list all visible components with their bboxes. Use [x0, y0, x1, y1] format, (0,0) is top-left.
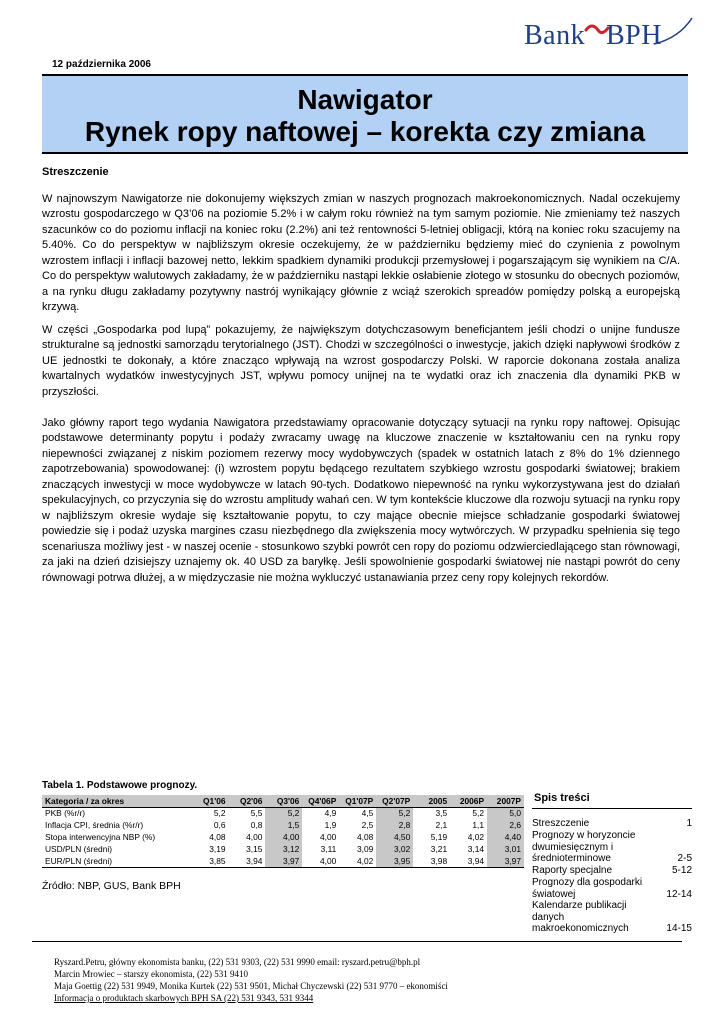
- logo-bank-text: Bank: [524, 20, 586, 51]
- col-header: Q2'06: [229, 795, 266, 807]
- table-cell: 3,5: [435, 808, 448, 819]
- toc-item[interactable]: [532, 900, 692, 935]
- footer-line: Ryszard.Petru, główny ekonomista banku, (22) 531 9303, (22) 531 9990 email: ryszard.petru@bph.pl: [54, 957, 421, 967]
- table-cell: 2,8: [376, 819, 413, 831]
- report-subtitle: Rynek ropy naftowej – korekta czy zmiana: [84, 116, 646, 147]
- forecast-table-row: [42, 855, 524, 867]
- table-cell: 4,9: [324, 808, 337, 819]
- table-cell: 3,02: [376, 843, 413, 855]
- table-cell: 4,00: [302, 855, 339, 867]
- footer-divider: [32, 941, 682, 942]
- table-cell: 5,2: [472, 808, 485, 819]
- forecast-table-row: [42, 831, 524, 843]
- summary-paragraph-3: Jako główny raport tego wydania Nawigatora przedstawiamy opracowanie dotyczący sytuacji na rynku ropy naftowej. Opisując podstawowe determinanty popytu i podaży zwracamy uwagę na kluczowe znaczenie w kształtowaniu cen na rynku ropy niepewności związanej z niskim poziomem rezerwy mocy wydobywczych (spadek w ostatnich latach z 8% do 1% dziennego zapotrzebowania) spowodowanej: (i) wzrostem popytu będącego rezultatem szybkiego wzrostu gospodarki światowej; brakiem znaczących inwestycji w moce wydobywcze w latach 90-tych. Dodatkowo niepewność na rynku wykorzystywana jest do działań spekulacyjnych, co przyczynia się do wzrostu amplitudy wahań cen. W tym kontekście kluczowe dla rozwoju sytuacji na rynku ropy w najbliższym okresie wydaje się kształtowanie popytu, to czy mające obecnie miejsce schładzanie gospodarki światowej powiedzie się i podaż uzyska margines czasu niezbędnego dla zwiększenia mocy wytwórczych. W przypadku spełnienia się tego scenariusza możliwy jest - w naszej ocenie - stosunkowo szybki powrót cen ropy do poziomu odzwierciedlającego stan równowagi, za jaki na dzień dzisiejszy uznajemy ok. 40 USD za baryłkę. Jeśli spowolnienie gospodarki światowej nie nastąpi powrót do ceny równowagi potrwa dłużej, a w międzyczasie nie można wykluczyć ustanawiania przez ceny ropy kolejnych rekordów.: [42, 417, 680, 584]
- forecast-table-row: [42, 819, 524, 831]
- table-cell: 3,09: [356, 844, 374, 854]
- title-banner: [42, 74, 688, 154]
- table-cell: 3,01: [487, 843, 524, 855]
- col-header: 2007P: [487, 795, 524, 807]
- table-cell: 4,00: [265, 831, 302, 843]
- table-cell: 3,97: [487, 855, 524, 867]
- toc-item-page: 1: [686, 818, 692, 829]
- toc-item-page: 5-12: [671, 865, 692, 876]
- table-cell: 4,5: [361, 808, 374, 819]
- toc-item[interactable]: [532, 877, 692, 900]
- table-cell: 1,5: [265, 819, 302, 831]
- toc-item-page: 14-15: [666, 923, 692, 934]
- forecast-table-header-label: Kategoria / za okres: [42, 795, 192, 807]
- summary-heading: Streszczenie: [42, 166, 109, 178]
- table-cell: 0,8: [250, 820, 263, 830]
- col-header: Q1'06: [192, 795, 229, 807]
- row-label: EUR/PLN (średni): [42, 855, 192, 867]
- table-cell: 3,98: [413, 855, 450, 867]
- col-header: Q3'06: [265, 795, 302, 807]
- row-label: USD/PLN (średni): [45, 844, 113, 854]
- toc-divider: [532, 808, 692, 809]
- summary-paragraph-1: W najnowszym Nawigatorze nie dokonujemy większych zmian w naszych prognozach makroekonomicznych. Nadal oczekujemy wzrostu gospodarczego w Q3’06 na poziomie 5.2% i w całym roku również na tym samym poziomie. Nie zmieniamy też naszych szacunków co do poziomu inflacji na koniec roku (2.2%) ani też rentowności 5-letniej obligacji, którą na koniec roku szacujemy na 5.40%. Co do perspektyw w najbliższym okresie oczekujemy, że w październiku będziemy mieć do czynienia z powolnym wzrostem inflacji i inflacji bazowej netto, lekkim spadkiem dynamiki produkcji przemysłowej i pogarszającym się wynikiem na C/A. Co do perspektyw walutowych zakładamy, że w październiku nastąpi lekkie osłabienie złotego w stosunku do obecnych poziomów, a na rynku długu zakładamy pozytywny nastrój wynikający głównie z wciąż szerokich spreadów pomiędzy polską a europejską krzywą.: [42, 193, 680, 314]
- table-cell: 1,1: [472, 820, 485, 830]
- col-header: Q4'06P: [302, 795, 339, 807]
- table-cell: 4,40: [487, 831, 524, 843]
- table-cell: 4,00: [246, 832, 263, 842]
- toc-item-label: Raporty specjalne: [532, 865, 613, 876]
- row-label: Stopa interwencyjna NBP (%): [45, 832, 156, 842]
- forecast-table-row: [42, 807, 524, 819]
- toc-title: Spis treści: [534, 792, 590, 804]
- table-cell: 3,21: [430, 844, 448, 854]
- table-cell: 4,02: [467, 832, 485, 842]
- logo-bph-text: BPH: [606, 20, 662, 51]
- toc-item-page: 2-5: [677, 853, 692, 864]
- table-cell: 5,2: [376, 807, 413, 819]
- table-cell: 3,95: [376, 855, 413, 867]
- table-cell: 5,2: [265, 807, 302, 819]
- table-cell: 3,15: [246, 844, 263, 854]
- table-cell: 3,11: [320, 844, 337, 854]
- summary-paragraph-2: W części „Gospodarka pod lupą” pokazujemy, że największym dotychczasowym beneficjantem jeśli chodzi o unijne fundusze strukturalne są jednostki samorządu terytorialnego (JST). Chodzi w szczególności o inwestycje, jakich dzięki napływowi środków z UE jednostki te dokonały, a które znacząco wpływają na wzrost gospodarczy Polski. W raporcie dokonana została analiza kwartalnych wydatków inwestycyjnych JST, wpływu pomocy unijnej na te wydatki oraz ich znaczenia dla dynamiki PKB w przyszłości.: [42, 324, 680, 398]
- report-date: 12 października 2006: [52, 59, 151, 70]
- footer-info-link[interactable]: Informacja o produktach skarbowych BPH SA (22) 531 9343, 531 9344: [54, 993, 314, 1003]
- row-label: PKB (%r/r): [45, 808, 86, 819]
- footer-line: Maja Goettig (22) 531 9949, Monika Kurtek (22) 531 9501, Michał Chyczewski (22) 531 9770 – ekonomiści: [54, 981, 448, 991]
- toc-item[interactable]: [532, 830, 692, 865]
- row-label: Inflacja CPI, średnia (%r/r): [45, 820, 144, 830]
- col-header: 2006P: [450, 795, 487, 807]
- toc-item-page: 12-14: [666, 888, 692, 900]
- table-cell: 5,2: [213, 808, 226, 819]
- table-cell: 4,02: [339, 855, 376, 867]
- forecast-table-header-row: [42, 795, 524, 807]
- forecast-table-title: Tabela 1. Podstawowe prognozy.: [42, 780, 198, 791]
- footer-contacts: [54, 956, 448, 1004]
- table-cell: 0,6: [213, 820, 226, 830]
- table-cell: 3,97: [265, 855, 302, 867]
- table-cell: 4,50: [376, 831, 413, 843]
- table-cell: 2,5: [361, 820, 374, 830]
- toc-item-label: Prognozy w horyzoncie dwumiesięcznym i średnioterminowe: [532, 830, 636, 864]
- col-header: 2005: [413, 795, 450, 807]
- toc-item-label: Kalendarze publikacji danych makroekonomicznych: [532, 900, 629, 934]
- forecast-table-row: [42, 843, 524, 855]
- table-cell: 2,1: [435, 820, 448, 830]
- table-cell: 3,14: [467, 844, 485, 854]
- table-cell: 4,08: [209, 832, 226, 842]
- table-cell: 5,0: [487, 807, 524, 819]
- table-source: Źródło: NBP, GUS, Bank BPH: [42, 880, 181, 892]
- table-cell: 3,94: [229, 855, 266, 867]
- toc-item-label: Prognozy dla gospodarki światowej: [532, 877, 643, 900]
- toc-item[interactable]: [532, 818, 692, 830]
- table-cell: 5,19: [430, 832, 448, 842]
- table-cell: 1,9: [324, 820, 337, 830]
- table-cell: 4,08: [356, 832, 374, 842]
- footer-line: Marcin Mrowiec – starszy ekonomista, (22) 531 9410: [54, 969, 248, 979]
- table-cell: 3,94: [450, 855, 487, 867]
- col-header: Q2'07P: [376, 795, 413, 807]
- table-cell: 2,6: [487, 819, 524, 831]
- report-title: Nawigator: [297, 84, 433, 115]
- table-cell: 4,00: [320, 832, 337, 842]
- table-cell: 3,85: [192, 855, 229, 867]
- toc-item-label: Streszczenie: [532, 818, 590, 829]
- bank-bph-logo: [524, 14, 694, 58]
- forecast-table: [42, 795, 524, 868]
- toc-item[interactable]: [532, 865, 692, 877]
- table-cell: 3,12: [265, 843, 302, 855]
- table-cell: 3,19: [209, 844, 226, 854]
- table-cell: 5,5: [250, 808, 263, 819]
- col-header: Q1'07P: [339, 795, 376, 807]
